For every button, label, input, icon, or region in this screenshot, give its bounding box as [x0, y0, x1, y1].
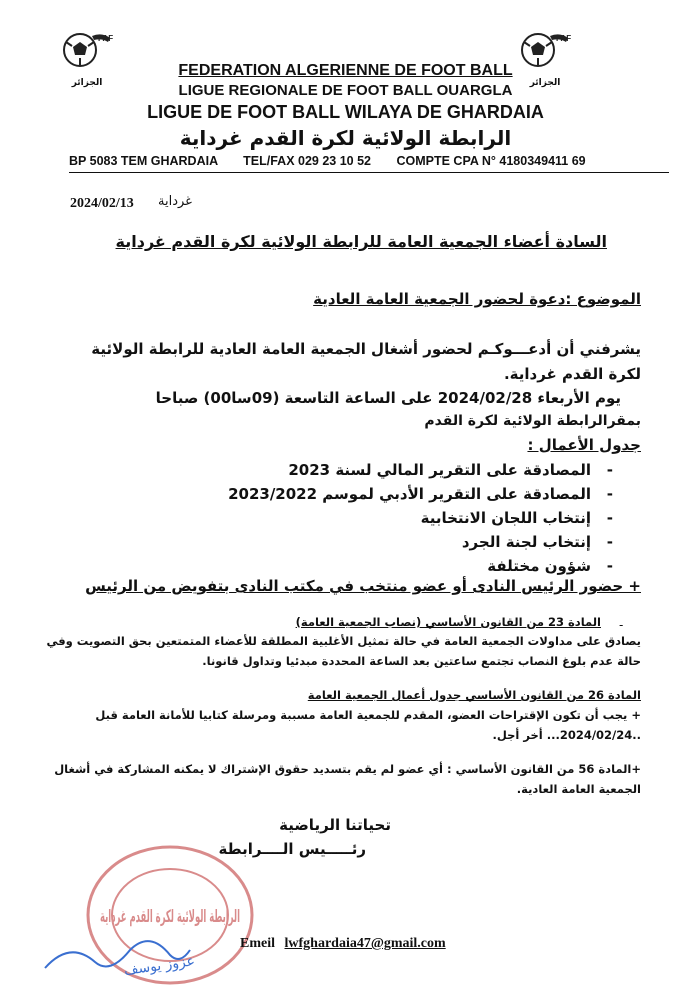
email-label: Emeil [240, 936, 275, 951]
letter-place: غرداية [158, 194, 192, 209]
email-address[interactable]: lwfghardaia47@gmail.com [284, 936, 446, 951]
agenda-list [228, 458, 591, 578]
agenda-item: المصادقة على التقرير المالي لسنة 2023 - [228, 458, 591, 482]
logo-caption: الجزائر [71, 78, 103, 88]
body-line-3: يوم الأربعاء 2024/02/28 على الساعة التاسعة (09سا00) صباحا [155, 389, 621, 407]
body-line-4: بمقرالرابطة الولائية لكرة القدم [424, 413, 641, 429]
email-line [240, 936, 446, 952]
article-26-title: المادة 26 من القانون الأساسي جدول أعمال الجمعية العامة [307, 688, 641, 702]
attendance-note: + حضور الرئيس النادى أو عضو منتخب في مكتب النادى بتفويض من الرئيس [85, 577, 641, 595]
article-dash: - [619, 618, 624, 632]
signatory-title: رئـــــيس الــــرابطة [218, 840, 366, 858]
article-23-title: المادة 23 من القانون الأساسي (نصاب الجمعية العامة) [295, 615, 601, 629]
agenda-item: إنتخاب اللجان الانتخابية - [228, 506, 591, 530]
federation-name: FEDERATION ALGERIENNE DE FOOT BALL [178, 62, 513, 79]
article-26-text-2: ..2024/02/24... أخر أجل. [492, 728, 641, 742]
body-line-2: لكرة القدم غرداية. [503, 365, 641, 383]
arabic-league-title: الرابطة الولائية لكرة القدم غرداية [179, 126, 512, 150]
article-56-text-2: الجمعية العامة العادية. [516, 782, 641, 796]
po-box: BP 5083 TEM GHARDAIA [69, 154, 218, 168]
agenda-title: جدول الأعمال : [527, 436, 641, 454]
svg-text:FAF: FAF [556, 34, 572, 43]
article-23-text-2: حالة عدم بلوغ النصاب تجتمع ساعتين بعد الساعة المحددة مبدئيا وتداول قانونا. [202, 654, 641, 668]
ligue-regionale: LIGUE REGIONALE DE FOOT BALL OUARGLA [178, 82, 513, 99]
bank-account: COMPTE CPA N° 4180349411 69 [396, 154, 586, 168]
agenda-item: إنتخاب لجنة الجرد - [228, 530, 591, 554]
signature-text: عزوز يوسف [122, 953, 196, 979]
stamp-text: الرابطة الولائية لكرة القدم غرداية [100, 907, 240, 927]
logo-caption: الجزائر [529, 78, 561, 88]
agenda-item: المصادقة على التقرير الأدبي لموسم 2023/2022 - [228, 482, 591, 506]
recipient-line: السادة أعضاء الجمعية العامة للرابطة الولائية لكرة القدم غرداية [115, 232, 607, 251]
contact-line [69, 154, 669, 173]
article-23-text-1: يصادق على مداولات الجمعية العامة في حالة تمثيل الأغلبية المطلقة للأعضاء المتمتعين بحق التصويت وفي [46, 634, 641, 648]
article-56-text-1: +المادة 56 من القانون الأساسي : أي عضو لم يقم بتسديد حقوق الإشتراك لا يمكنه المشاركة في أشغال [54, 762, 641, 776]
ligue-wilaya: LIGUE DE FOOT BALL WILAYA DE GHARDAIA [147, 102, 544, 122]
subject-line: الموضوع :دعوة لحضور الجمعية العامة العادية [313, 290, 641, 308]
letter-date: 2024/02/13 [70, 196, 134, 211]
svg-text:FAF: FAF [98, 34, 114, 43]
signature [40, 920, 200, 980]
closing-greeting: تحياتنا الرياضية [279, 816, 391, 834]
body-line-1: يشرفني أن أدعـــوكـم لحضور أشغال الجمعية العامة العادية للرابطة الولائية [91, 340, 641, 358]
agenda-item: شؤون مختلفة - [228, 554, 591, 578]
article-26-text-1: + يجب أن تكون الإقتراحات العضو، المقدم للجمعية العامة مسببة ومرسلة كتابيا للأمانة العامة قبل [95, 708, 641, 722]
tel-fax: TEL/FAX 029 23 10 52 [243, 154, 371, 168]
